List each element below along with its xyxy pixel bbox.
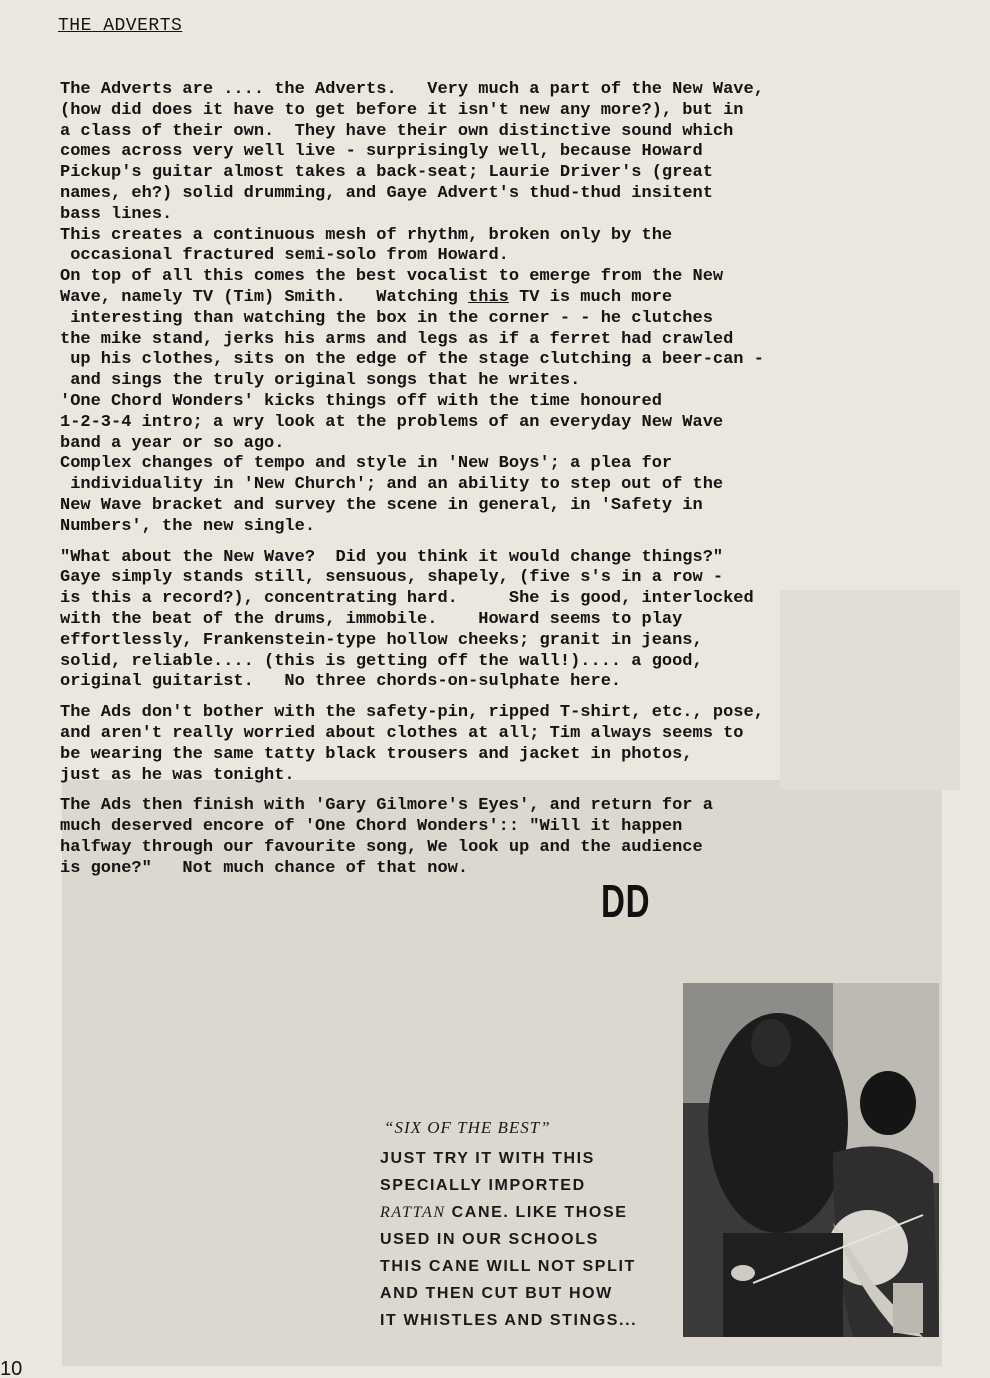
article-line: be wearing the same tatty black trousers and jacket in photos,: [60, 744, 693, 764]
advert-photo: [683, 983, 939, 1337]
article-line: original guitarist. No three chords-on-sulphate here.: [60, 672, 622, 692]
advert-line: IT WHISTLES AND STINGS...: [380, 1312, 638, 1329]
advert-line: SPECIALLY IMPORTED: [380, 1177, 586, 1194]
article-line: band a year or so ago.: [60, 433, 285, 453]
article-line-end: TV is much more: [508, 287, 673, 307]
article-line: 1-2-3-4 intro; a wry look at the problems of an everyday New Wave: [60, 412, 724, 432]
article-line: New Wave bracket and survey the scene in general, in 'Safety in: [60, 495, 703, 515]
article-line: is this a record?), concentrating hard. She is good, interlocked: [60, 589, 754, 609]
article-heading: THE ADVERTS: [58, 16, 183, 36]
article-line: occasional fractured semi-solo from Howard.: [60, 246, 509, 266]
article-line: and sings the truly original songs that he writes.: [60, 371, 581, 391]
article-line: On top of all this comes the best vocalist to emerge from the New: [60, 267, 724, 287]
article-line: interesting than watching the box in the corner - - he clutches: [60, 308, 713, 328]
article-line: [60, 288, 960, 309]
advert-line: THIS CANE WILL NOT SPLIT: [380, 1258, 636, 1275]
article-line: The Adverts are .... the Adverts. Very much a part of the New Wave,: [60, 80, 764, 99]
article-line: Pickup's guitar almost takes a back-seat; Laurie Driver's (great: [60, 163, 713, 183]
emphasized-word: this: [468, 287, 509, 307]
advert-line: [380, 1204, 680, 1231]
advert-line: JUST TRY IT WITH THIS: [380, 1150, 595, 1167]
author-signature: DD: [601, 875, 651, 927]
page-number: 10: [0, 1358, 23, 1378]
article-line: with the beat of the drums, immobile. Howard seems to play: [60, 609, 683, 629]
advert-title: “SIX OF THE BEST”: [384, 1118, 551, 1137]
article-line: solid, reliable.... (this is getting off the wall!).... a good,: [60, 651, 703, 671]
article-line: The Ads then finish with 'Gary Gilmore's Eyes', and return for a: [60, 796, 713, 816]
article-line: halfway through our favourite song, We look up and the audience: [60, 837, 703, 857]
article-line: names, eh?) solid drumming, and Gaye Advert's thud-thud insitent: [60, 183, 713, 203]
article-line: 'One Chord Wonders' kicks things off with the time honoured: [60, 391, 662, 411]
article-line: Complex changes of tempo and style in 'New Boys'; a plea for: [60, 454, 673, 474]
advert-emphasis: RATTAN: [380, 1204, 446, 1221]
article-line: individuality in 'New Church'; and an ability to step out of the: [60, 475, 724, 495]
paragraph-gap: [60, 538, 960, 548]
article-line: a class of their own. They have their own distinctive sound which: [60, 121, 734, 141]
article-line: effortlessly, Frankenstein-type hollow cheeks; granit in jeans,: [60, 630, 703, 650]
article-line: "What about the New Wave? Did you think it would change things?": [60, 547, 724, 567]
paragraph-gap: [60, 693, 960, 703]
article-line: Gaye simply stands still, sensuous, shapely, (five s's in a row -: [60, 568, 724, 588]
paragraph-gap: [60, 786, 960, 796]
article-line: The Ads don't bother with the safety-pin, ripped T-shirt, etc., pose,: [60, 703, 764, 723]
advert-line: USED IN OUR SCHOOLS: [380, 1231, 599, 1248]
article-line: just as he was tonight.: [60, 765, 295, 785]
advert-line: AND THEN CUT BUT HOW: [380, 1285, 613, 1302]
article-line: and aren't really worried about clothes at all; Tim always seems to: [60, 723, 744, 743]
article-line: comes across very well live - surprisingly well, because Howard: [60, 142, 703, 162]
article-line: bass lines.: [60, 204, 173, 224]
article-line: (how did does it have to get before it isn't new any more?), but in: [60, 100, 744, 120]
article-line: is gone?" Not much chance of that now.: [60, 858, 469, 878]
article-line-start: Wave, namely TV (Tim) Smith. Watching: [60, 287, 469, 307]
article-line: up his clothes, sits on the edge of the stage clutching a beer-can -: [60, 350, 764, 370]
cane-advertisement: [380, 1118, 680, 1339]
article-line: This creates a continuous mesh of rhythm, broken only by the: [60, 225, 673, 245]
photo-illustration: [683, 983, 939, 1337]
advert-line-rest: CANE. LIKE THOSE: [445, 1204, 628, 1221]
article-body: [60, 80, 960, 879]
article-line: the mike stand, jerks his arms and legs as if a ferret had crawled: [60, 329, 734, 349]
article-line: much deserved encore of 'One Chord Wonders':: "Will it happen: [60, 817, 683, 837]
article-line: Numbers', the new single.: [60, 516, 316, 536]
